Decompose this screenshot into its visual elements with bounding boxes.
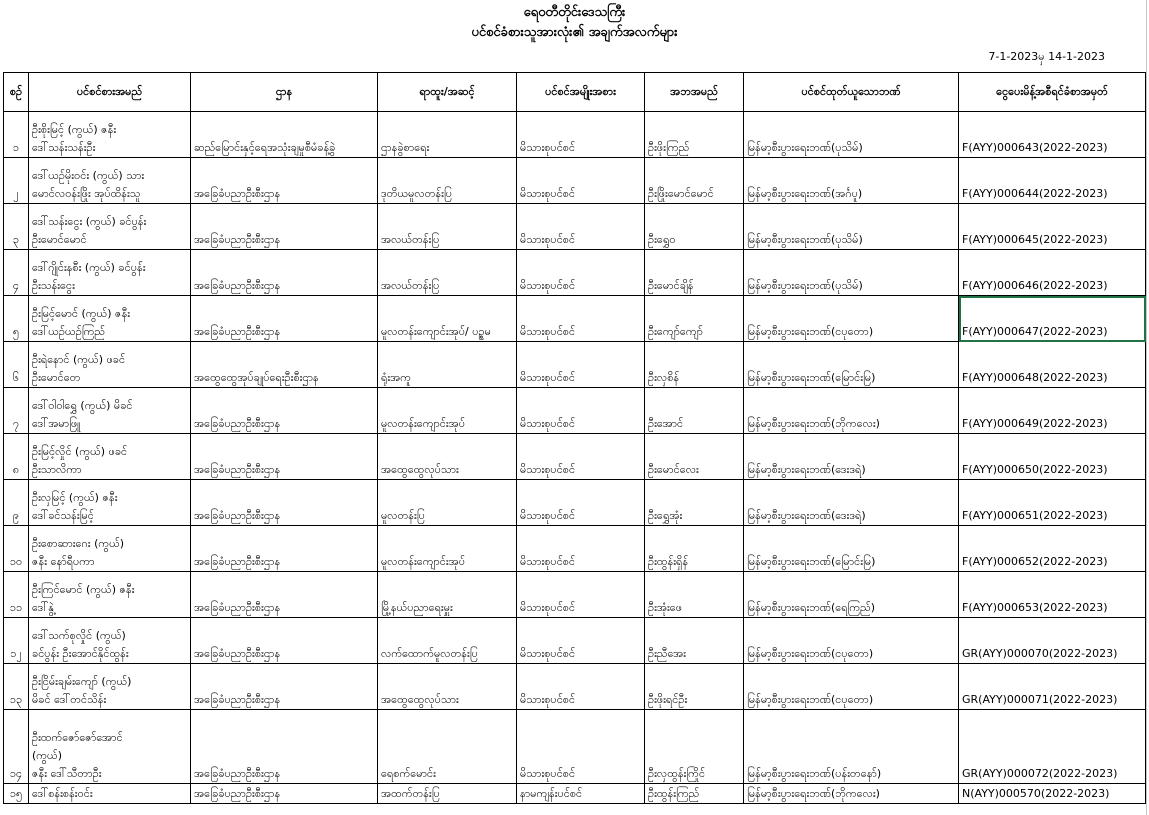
- cell-pension-type[interactable]: မိသားစုပင်စင်: [517, 710, 645, 784]
- table-row: [4, 204, 1146, 250]
- cell-bank[interactable]: မြန်မာ့စီးပွားရေးဘဏ်(ဒေးဒရဲ): [744, 480, 959, 526]
- cell-payment-ref[interactable]: N(AYY)000570(2022-2023): [959, 784, 1146, 804]
- name-line: ဒေါ်စန်းစန်းဝင်း: [32, 787, 93, 800]
- cell-bank[interactable]: မြန်မာ့စီးပွားရေးဘဏ်(ရေကြည်): [744, 572, 959, 618]
- cell-payment-ref[interactable]: F(AYY)000652(2022-2023): [959, 526, 1146, 572]
- cell-father-name[interactable]: ဦးအောင်: [645, 388, 744, 434]
- cell-bank[interactable]: မြန်မာ့စီးပွားရေးဘဏ်(ဘိုကလေး): [744, 784, 959, 804]
- cell-payment-ref[interactable]: F(AYY)000648(2022-2023): [959, 342, 1146, 388]
- table-row: [4, 296, 1146, 342]
- cell-father-name[interactable]: ဦးဖြိုးမောင်မောင်: [645, 158, 744, 204]
- cell-father-name[interactable]: ဦးမောင်လေး: [645, 434, 744, 480]
- name-line: မိခင် ဒေါ်တင်သိန်း: [32, 693, 107, 706]
- cell-rank[interactable]: ဌာနခွဲစာရေး: [378, 112, 517, 158]
- cell-pension-type[interactable]: မိသားစုပင်စင်: [517, 296, 645, 342]
- name-line: ဦးစောဆားဂေး (ကွယ်): [32, 537, 125, 550]
- cell-name[interactable]: [29, 434, 191, 480]
- col-header-name[interactable]: ပင်စင်စားအမည်: [29, 73, 191, 112]
- cell-bank[interactable]: မြန်မာ့စီးပွားရေးဘဏ်(ပုသိမ်): [744, 250, 959, 296]
- cell-rank[interactable]: ရေစက်မောင်း: [378, 710, 517, 784]
- cell-rank[interactable]: အထက်တန်းပြ: [378, 784, 517, 804]
- cell-bank[interactable]: မြန်မာ့စီးပွားရေးဘဏ်(မြောင်းမြ): [744, 342, 959, 388]
- name-line: ဒေါ်သန်းသန်းဦး: [32, 141, 96, 154]
- cell-department[interactable]: အခြေခံပညာဦးစီးဌာန: [191, 204, 378, 250]
- name-line: ဦးမောင်တေ: [32, 371, 81, 384]
- cell-rank[interactable]: အလယ်တန်းပြ: [378, 204, 517, 250]
- cell-rank[interactable]: ရုံးအကူ: [378, 342, 517, 388]
- cell-payment-ref[interactable]: F(AYY)000650(2022-2023): [959, 434, 1146, 480]
- name-line: ဦးမြင့်မောင် (ကွယ်) ဇနီး: [32, 307, 131, 320]
- cell-bank[interactable]: မြန်မာ့စီးပွားရေးဘဏ်(မြောင်းမြ): [744, 526, 959, 572]
- cell-pension-type[interactable]: မိသားစုပင်စင်: [517, 158, 645, 204]
- name-line: ဦးစိုးမြင့် (ကွယ်) ဇနီး: [32, 123, 117, 136]
- cell-no[interactable]: ၁၃: [4, 664, 29, 710]
- cell-payment-ref[interactable]: F(AYY)000645(2022-2023): [959, 204, 1146, 250]
- cell-name[interactable]: [29, 526, 191, 572]
- cell-bank[interactable]: မြန်မာ့စီးပွားရေးဘဏ်(ပုသိမ်): [744, 112, 959, 158]
- table-row: [4, 618, 1146, 664]
- sheet-right-edge: [1146, 0, 1147, 815]
- cell-name[interactable]: [29, 572, 191, 618]
- table-row: [4, 664, 1146, 710]
- cell-rank[interactable]: မူလတန်းပြ: [378, 480, 517, 526]
- cell-rank[interactable]: လက်ထောက်မူလတန်းပြ: [378, 618, 517, 664]
- cell-name[interactable]: [29, 618, 191, 664]
- cell-bank[interactable]: မြန်မာ့စီးပွားရေးဘဏ်(ငပုတော): [744, 664, 959, 710]
- name-line: ဒေါ်သန်းငွေး (ကွယ်) ခင်ပွန်း: [32, 215, 147, 228]
- col-header-rank[interactable]: ရာထူး/အဆင့်: [378, 73, 517, 112]
- name-line: ဦးမြင့်လှိုင် (ကွယ်) ဖခင်: [32, 445, 128, 458]
- name-line: ဇနီး ဒေါ်သီတာဦး: [32, 767, 102, 780]
- cell-pension-type[interactable]: နာမကျန်းပင်စင်: [517, 784, 645, 804]
- table-row: [4, 710, 1146, 784]
- cell-father-name[interactable]: ဦးဖိုးရင်ဦး: [645, 664, 744, 710]
- cell-name[interactable]: [29, 480, 191, 526]
- cell-father-name[interactable]: ဦးထွန်းရှိန်: [645, 526, 744, 572]
- name-line: ခင်ပွန်း ဦးအောင်နိုင်ထွန်း: [32, 647, 129, 660]
- table-row: [4, 158, 1146, 204]
- name-line: ဒေါ်ယဉ်မိုးဝင်း (ကွယ်) သား: [32, 169, 145, 182]
- col-header-pension-type[interactable]: ပင်စင်အမျိုးအစား: [517, 73, 645, 112]
- cell-pension-type[interactable]: မိသားစုပင်စင်: [517, 618, 645, 664]
- cell-name[interactable]: [29, 342, 191, 388]
- cell-no[interactable]: ၈: [4, 434, 29, 480]
- cell-father-name[interactable]: ဦးရွှေဝ: [645, 204, 744, 250]
- cell-bank[interactable]: မြန်မာ့စီးပွားရေးဘဏ်(ဘိုကလေး): [744, 388, 959, 434]
- cell-rank[interactable]: အလယ်တန်းပြ: [378, 250, 517, 296]
- table-row: [4, 526, 1146, 572]
- cell-bank[interactable]: မြန်မာ့စီးပွားရေးဘဏ်(ဒေးဒရဲ): [744, 434, 959, 480]
- cell-name[interactable]: [29, 296, 191, 342]
- sheet-title: ရေဝတီတိုင်းဒေသကြီး: [523, 5, 626, 20]
- cell-pension-type[interactable]: မိသားစုပင်စင်: [517, 526, 645, 572]
- sheet-subtitle: ပင်စင်ခံစားသူအားလုံး၏ အချက်အလက်များ: [471, 25, 678, 40]
- cell-father-name[interactable]: ဦးဖိုးကြည်: [645, 112, 744, 158]
- cell-department[interactable]: အခြေခံပညာဦးစီးဌာန: [191, 710, 378, 784]
- cell-no[interactable]: ၆: [4, 342, 29, 388]
- cell-payment-ref[interactable]: GR(AYY)000072(2022-2023): [959, 710, 1146, 784]
- date-range: 7-1-2023မှ 14-1-2023: [988, 50, 1105, 63]
- cell-pension-type[interactable]: မိသားစုပင်စင်: [517, 388, 645, 434]
- header-row: [4, 73, 1146, 112]
- cell-bank[interactable]: မြန်မာ့စီးပွားရေးဘဏ်(ငပုတော): [744, 618, 959, 664]
- cell-payment-ref[interactable]: F(AYY)000651(2022-2023): [959, 480, 1146, 526]
- name-line: ဦးကြင်မောင် (ကွယ်) ဇနီး: [32, 583, 135, 596]
- name-line: ဦးမောင်မောင်: [32, 233, 87, 246]
- name-line: ဦးရဲနောင် (ကွယ်) ဖခင်: [32, 353, 126, 366]
- cell-rank[interactable]: မူလတန်းကျောင်းအုပ်: [378, 526, 517, 572]
- cell-department[interactable]: အခြေခံပညာဦးစီးဌာန: [191, 664, 378, 710]
- name-line: ဦးငြိမ်းချမ်းကျော် (ကွယ်): [32, 675, 132, 688]
- cell-rank[interactable]: အထွေထွေလုပ်သား: [378, 434, 517, 480]
- cell-no[interactable]: ၁၄: [4, 710, 29, 784]
- cell-no[interactable]: ၁: [4, 112, 29, 158]
- cell-no[interactable]: ၁၂: [4, 618, 29, 664]
- cell-payment-ref[interactable]: F(AYY)000644(2022-2023): [959, 158, 1146, 204]
- name-line: ဇနီး နော်ရီပကာ: [32, 555, 95, 568]
- cell-payment-ref[interactable]: F(AYY)000649(2022-2023): [959, 388, 1146, 434]
- cell-pension-type[interactable]: မိသားစုပင်စင်: [517, 342, 645, 388]
- cell-pension-type[interactable]: မိသားစုပင်စင်: [517, 112, 645, 158]
- cell-no[interactable]: ၄: [4, 250, 29, 296]
- cell-rank[interactable]: မြို့နယ်ပညာရေးမှူး: [378, 572, 517, 618]
- table-row: [4, 342, 1146, 388]
- cell-name[interactable]: [29, 710, 191, 784]
- cell-rank[interactable]: မူလတန်းကျောင်းအုပ်/ ပဉ္စမ: [378, 296, 517, 342]
- cell-department[interactable]: အခြေခံပညာဦးစီးဌာန: [191, 158, 378, 204]
- table-row: [4, 388, 1146, 434]
- name-line: ဦးသာလိကာ: [32, 463, 82, 476]
- cell-pension-type[interactable]: မိသားစုပင်စင်: [517, 204, 645, 250]
- cell-payment-ref[interactable]: F(AYY)000646(2022-2023): [959, 250, 1146, 296]
- table-row: [4, 112, 1146, 158]
- name-line: ဒေါ်ယဉ်ယဉ်ကြည်: [32, 325, 106, 338]
- cell-pension-type[interactable]: မိသားစုပင်စင်: [517, 664, 645, 710]
- cell-bank[interactable]: မြန်မာ့စီးပွားရေးဘဏ်(ပုသိမ်): [744, 204, 959, 250]
- name-line: (ကွယ်): [32, 749, 63, 762]
- cell-father-name[interactable]: ဦးလှစိန်: [645, 342, 744, 388]
- cell-department[interactable]: အခြေခံပညာဦးစီးဌာန: [191, 618, 378, 664]
- cell-department[interactable]: အခြေခံပညာဦးစီးဌာန: [191, 572, 378, 618]
- cell-department[interactable]: အခြေခံပညာဦးစီးဌာန: [191, 526, 378, 572]
- cell-father-name[interactable]: ဦးမောင်ချိန်: [645, 250, 744, 296]
- cell-no[interactable]: ၁၀: [4, 526, 29, 572]
- name-line: ဒေါ်နွဲ့: [32, 601, 54, 614]
- cell-department[interactable]: အခြေခံပညာဦးစီးဌာန: [191, 784, 378, 804]
- table-row: [4, 572, 1146, 618]
- name-line: ဒေါ်ဝါဝါရွှေ (ကွယ်) မိခင်: [32, 399, 133, 412]
- cell-rank[interactable]: မူလတန်းကျောင်းအုပ်: [378, 388, 517, 434]
- cell-department[interactable]: အခြေခံပညာဦးစီးဌာန: [191, 296, 378, 342]
- cell-department[interactable]: အခြေခံပညာဦးစီးဌာန: [191, 250, 378, 296]
- col-header-no[interactable]: စဉ်: [4, 73, 29, 112]
- cell-pension-type[interactable]: မိသားစုပင်စင်: [517, 572, 645, 618]
- col-header-department[interactable]: ဌာန: [191, 73, 378, 112]
- cell-pension-type[interactable]: မိသားစုပင်စင်: [517, 480, 645, 526]
- cell-payment-ref-selected[interactable]: F(AYY)000647(2022-2023): [959, 296, 1146, 342]
- cell-name[interactable]: [29, 112, 191, 158]
- cell-father-name[interactable]: ဦးလှထွန်းကြိုင်: [645, 710, 744, 784]
- cell-payment-ref[interactable]: GR(AYY)000070(2022-2023): [959, 618, 1146, 664]
- table-row: [4, 434, 1146, 480]
- cell-rank[interactable]: ဒုတိယမူလတန်းပြ: [378, 158, 517, 204]
- cell-bank[interactable]: မြန်မာ့စီးပွားရေးဘဏ်(ပန်းတနော်): [744, 710, 959, 784]
- cell-department[interactable]: အထွေထွေအုပ်ချုပ်ရေးဦးစီးဌာန: [191, 342, 378, 388]
- cell-no[interactable]: ၂: [4, 158, 29, 204]
- cell-father-name[interactable]: ဦးထွန်းကြည်: [645, 784, 744, 804]
- cell-payment-ref[interactable]: F(AYY)000653(2022-2023): [959, 572, 1146, 618]
- table-row: [4, 784, 1146, 804]
- name-line: မောင်လဝန်းဖြိုး အုပ်ထိန်းသူ: [32, 187, 141, 200]
- cell-no[interactable]: ၃: [4, 204, 29, 250]
- cell-name[interactable]: [29, 784, 191, 804]
- name-line: ဒေါ်ဂျိုင်းနစီး (ကွယ်) ခင်ပွန်း: [32, 261, 146, 274]
- cell-payment-ref[interactable]: F(AYY)000643(2022-2023): [959, 112, 1146, 158]
- cell-bank[interactable]: မြန်မာ့စီးပွားရေးဘဏ်(ငပုတော): [744, 296, 959, 342]
- col-header-payment-ref[interactable]: ငွေပေးမိန့်အစီရင်ခံစာအမှတ်: [959, 73, 1146, 112]
- cell-department[interactable]: အခြေခံပညာဦးစီးဌာန: [191, 480, 378, 526]
- cell-father-name[interactable]: ဦးအုံးဖေ: [645, 572, 744, 618]
- cell-name[interactable]: [29, 388, 191, 434]
- cell-no[interactable]: ၇: [4, 388, 29, 434]
- name-line: ဒေါ်အမာဖြူ: [32, 417, 81, 430]
- col-header-father-name[interactable]: အဘအမည်: [645, 73, 744, 112]
- cell-name[interactable]: [29, 158, 191, 204]
- cell-department[interactable]: အခြေခံပညာဦးစီးဌာန: [191, 388, 378, 434]
- table-row: [4, 480, 1146, 526]
- col-header-bank[interactable]: ပင်စင်ထုတ်ယူသောဘဏ်: [744, 73, 959, 112]
- cell-department[interactable]: အခြေခံပညာဦးစီးဌာန: [191, 434, 378, 480]
- cell-pension-type[interactable]: မိသားစုပင်စင်: [517, 434, 645, 480]
- cell-no[interactable]: ၁၅: [4, 784, 29, 804]
- cell-department[interactable]: ဆည်မြောင်းနှင့်ရေအသုံးချမှုစီမံခန့်ခွဲ: [191, 112, 378, 158]
- name-line: ဦးလှမြင့် (ကွယ်) ဇနီး: [32, 491, 118, 504]
- table-row: [4, 250, 1146, 296]
- name-line: ဒေါ်သက်စုလှိုင် (ကွယ်): [32, 629, 126, 642]
- name-line: ဒေါ်ခင်သန်းမြင့်: [32, 509, 94, 522]
- cell-father-name[interactable]: ဦးညီအေး: [645, 618, 744, 664]
- cell-no[interactable]: ၅: [4, 296, 29, 342]
- cell-father-name[interactable]: ဦးရွှေအုံး: [645, 480, 744, 526]
- cell-payment-ref[interactable]: GR(AYY)000071(2022-2023): [959, 664, 1146, 710]
- cell-rank[interactable]: အထွေထွေလုပ်သား: [378, 664, 517, 710]
- pension-table: [3, 72, 1146, 804]
- cell-name[interactable]: [29, 204, 191, 250]
- cell-no[interactable]: ၁၁: [4, 572, 29, 618]
- name-line: ဦးသန်းငွေး: [32, 279, 75, 292]
- name-line: ဦးထက်ဇော်ဇော်အောင်: [32, 731, 123, 744]
- cell-bank[interactable]: မြန်မာ့စီးပွားရေးဘဏ်(အင်္ဂပူ): [744, 158, 959, 204]
- cell-name[interactable]: [29, 664, 191, 710]
- cell-no[interactable]: ၉: [4, 480, 29, 526]
- cell-pension-type[interactable]: မိသားစုပင်စင်: [517, 250, 645, 296]
- cell-name[interactable]: [29, 250, 191, 296]
- cell-father-name[interactable]: ဦးကျော်ကျော်: [645, 296, 744, 342]
